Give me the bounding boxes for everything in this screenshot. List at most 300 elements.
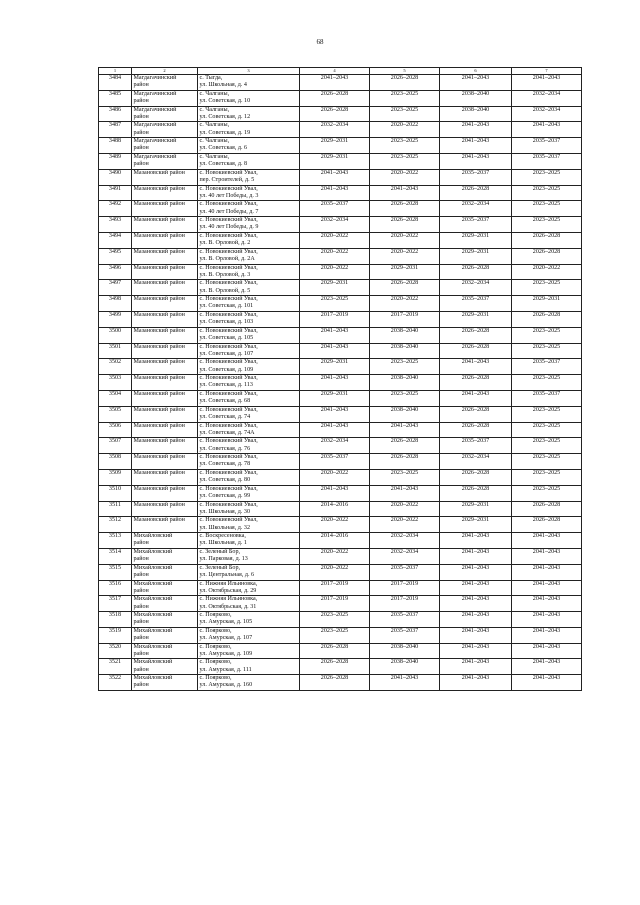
district-cell-line: район bbox=[133, 603, 149, 610]
district-cell bbox=[132, 138, 198, 154]
period-col7-line: 2041–2043 bbox=[532, 659, 561, 666]
address-cell bbox=[198, 580, 300, 596]
address-cell-line: с. Новокиевский Увал, bbox=[199, 359, 258, 366]
table-row bbox=[99, 485, 582, 501]
period-col5-line: 2023–2025 bbox=[390, 138, 419, 145]
period-col5 bbox=[370, 438, 440, 454]
table-row bbox=[99, 406, 582, 422]
address-cell-line: ул. Советская, д. 78 bbox=[199, 461, 251, 468]
period-col5 bbox=[370, 185, 440, 201]
row-number bbox=[99, 406, 132, 422]
address-cell bbox=[198, 248, 300, 264]
period-col4-line: 2041–2043 bbox=[320, 375, 349, 382]
page-number: 68 bbox=[316, 38, 324, 46]
period-col6 bbox=[440, 580, 512, 596]
period-col7-line: 2023–2025 bbox=[532, 485, 561, 492]
address-cell-line: ул. Советская, д. 107 bbox=[199, 350, 254, 357]
district-cell-line: Михайловский bbox=[133, 675, 173, 682]
period-col7 bbox=[512, 627, 582, 643]
period-col5 bbox=[370, 533, 440, 549]
row-number bbox=[99, 169, 132, 185]
row-number-line: 3515 bbox=[108, 564, 122, 571]
district-cell-line: Магдагачинский bbox=[133, 138, 177, 145]
district-cell bbox=[132, 185, 198, 201]
row-number bbox=[99, 90, 132, 106]
district-cell bbox=[132, 327, 198, 343]
district-cell bbox=[132, 296, 198, 312]
row-number-line: 3489 bbox=[108, 153, 122, 160]
period-col7 bbox=[512, 659, 582, 675]
district-cell-line: район bbox=[133, 145, 149, 152]
row-number-line: 3507 bbox=[108, 438, 122, 445]
address-cell-line: с. Новокиевский Увал, bbox=[199, 327, 258, 334]
row-number bbox=[99, 390, 132, 406]
period-col7-line: 2041–2043 bbox=[532, 612, 561, 619]
district-cell-line: Мазановский район bbox=[133, 454, 185, 461]
address-cell-line: с. Новокиевский Увал, bbox=[199, 311, 258, 318]
address-cell-line: ул. Советская, д. 80 bbox=[199, 477, 251, 484]
table-row bbox=[99, 612, 582, 628]
row-number-line: 3517 bbox=[108, 596, 122, 603]
row-number-line: 3509 bbox=[108, 469, 122, 476]
district-cell-line: Мазановский район bbox=[133, 438, 185, 445]
period-col5-line: 2023–2025 bbox=[390, 359, 419, 366]
district-cell-line: район bbox=[133, 540, 149, 547]
period-col6 bbox=[440, 217, 512, 233]
period-col4-line: 2041–2043 bbox=[320, 422, 349, 429]
district-cell-line: район bbox=[133, 619, 149, 626]
period-col4-line: 2026–2028 bbox=[320, 643, 349, 650]
period-col7 bbox=[512, 90, 582, 106]
address-cell-line: с. Новокиевский Увал, bbox=[199, 422, 258, 429]
period-col6 bbox=[440, 280, 512, 296]
district-cell-line: Мазановский район bbox=[133, 280, 185, 287]
period-col5 bbox=[370, 232, 440, 248]
period-col5 bbox=[370, 406, 440, 422]
period-col6-line: 2041–2043 bbox=[461, 627, 490, 634]
period-col6 bbox=[440, 533, 512, 549]
period-col4 bbox=[300, 169, 370, 185]
row-number-line: 3485 bbox=[108, 90, 122, 97]
address-cell bbox=[198, 90, 300, 106]
period-col5-line: 2023–2025 bbox=[390, 390, 419, 397]
address-cell-line: с. Нижняя Ильиновка, bbox=[199, 596, 258, 603]
address-cell bbox=[198, 675, 300, 691]
period-col5-line: 2038–2040 bbox=[390, 406, 419, 413]
address-cell-line: с. Новокиевский Увал, bbox=[199, 406, 258, 413]
table-row bbox=[99, 75, 582, 91]
table-row bbox=[99, 533, 582, 549]
period-col5 bbox=[370, 343, 440, 359]
period-col7 bbox=[512, 548, 582, 564]
address-cell-line: ул. Советская, д. 109 bbox=[199, 366, 254, 373]
address-cell-line: ул. Школьная, д. 4 bbox=[199, 82, 247, 89]
period-col4-line: 2017–2019 bbox=[320, 596, 349, 603]
district-cell bbox=[132, 153, 198, 169]
period-col7-line: 2041–2043 bbox=[532, 643, 561, 650]
table-row bbox=[99, 106, 582, 122]
period-col4 bbox=[300, 201, 370, 217]
row-number bbox=[99, 454, 132, 470]
period-col5 bbox=[370, 122, 440, 138]
period-col7 bbox=[512, 675, 582, 691]
period-col5-line: 2032–2034 bbox=[390, 533, 419, 540]
table-row bbox=[99, 580, 582, 596]
period-col7-line: 2041–2043 bbox=[532, 564, 561, 571]
address-cell-line: ул. Амурская, д. 107 bbox=[199, 635, 253, 642]
period-col7 bbox=[512, 122, 582, 138]
row-number-line: 3486 bbox=[108, 106, 122, 113]
period-col6-line: 2041–2043 bbox=[461, 580, 490, 587]
district-cell-line: Мазановский район bbox=[133, 248, 185, 255]
district-cell bbox=[132, 564, 198, 580]
row-number bbox=[99, 596, 132, 612]
district-cell-line: Магдагачинский bbox=[133, 106, 177, 113]
period-col5-line: 2023–2025 bbox=[390, 469, 419, 476]
period-col5 bbox=[370, 612, 440, 628]
period-col5 bbox=[370, 454, 440, 470]
address-cell-line: с. Новокиевский Увал, bbox=[199, 343, 258, 350]
row-number bbox=[99, 580, 132, 596]
district-cell-line: район bbox=[133, 129, 149, 136]
period-col7 bbox=[512, 375, 582, 391]
district-cell bbox=[132, 469, 198, 485]
address-cell-line: с. Чалганы, bbox=[199, 153, 230, 160]
period-col5 bbox=[370, 106, 440, 122]
table-row bbox=[99, 232, 582, 248]
period-col7 bbox=[512, 311, 582, 327]
district-cell-line: Мазановский район bbox=[133, 296, 185, 303]
table-row bbox=[99, 548, 582, 564]
period-col4 bbox=[300, 406, 370, 422]
district-cell bbox=[132, 438, 198, 454]
address-cell-line: с. Чалганы, bbox=[199, 106, 230, 113]
period-col4-line: 2032–2034 bbox=[320, 122, 349, 129]
period-col7 bbox=[512, 106, 582, 122]
period-col4-line: 2023–2025 bbox=[320, 296, 349, 303]
row-number bbox=[99, 548, 132, 564]
period-col4-line: 2020–2022 bbox=[320, 517, 349, 524]
period-col5-line: 2023–2025 bbox=[390, 106, 419, 113]
row-number-line: 3518 bbox=[108, 612, 122, 619]
row-number-line: 3484 bbox=[108, 75, 122, 81]
address-cell-line: пер. Строителей, д. 5 bbox=[199, 176, 255, 183]
period-col6-line: 2041–2043 bbox=[461, 659, 490, 666]
period-col7 bbox=[512, 296, 582, 312]
column-header: 3 bbox=[198, 68, 300, 75]
period-col4-line: 2029–2031 bbox=[320, 280, 349, 287]
table-row bbox=[99, 296, 582, 312]
row-number-line: 3500 bbox=[108, 327, 122, 334]
period-col4-line: 2020–2022 bbox=[320, 232, 349, 239]
period-col7 bbox=[512, 327, 582, 343]
row-number-line: 3519 bbox=[108, 627, 122, 634]
address-cell-line: с. Новокиевский Увал, bbox=[199, 438, 258, 445]
address-cell-line: ул. В. Орловой, д. 5 bbox=[199, 287, 251, 294]
district-cell bbox=[132, 264, 198, 280]
row-number bbox=[99, 311, 132, 327]
address-cell-line: ул. В. Орловой, д. 2А bbox=[199, 255, 255, 262]
period-col6 bbox=[440, 548, 512, 564]
period-col6 bbox=[440, 296, 512, 312]
period-col4 bbox=[300, 138, 370, 154]
table-row bbox=[99, 390, 582, 406]
period-col4 bbox=[300, 627, 370, 643]
row-number bbox=[99, 612, 132, 628]
period-col7 bbox=[512, 564, 582, 580]
address-cell-line: с. Новокиевский Увал, bbox=[199, 169, 258, 176]
row-number bbox=[99, 485, 132, 501]
period-col6-line: 2026–2028 bbox=[461, 406, 490, 413]
district-cell-line: Мазановский район bbox=[133, 232, 185, 239]
period-col6 bbox=[440, 501, 512, 517]
row-number bbox=[99, 185, 132, 201]
period-col5-line: 2035–2037 bbox=[390, 564, 419, 571]
row-number bbox=[99, 296, 132, 312]
district-cell bbox=[132, 548, 198, 564]
period-col7 bbox=[512, 248, 582, 264]
address-cell bbox=[198, 217, 300, 233]
district-cell-line: Мазановский район bbox=[133, 359, 185, 366]
period-col4 bbox=[300, 90, 370, 106]
period-col7-line: 2023–2025 bbox=[532, 327, 561, 334]
address-cell-line: ул. Советская, д. 76 bbox=[199, 445, 251, 452]
district-cell bbox=[132, 217, 198, 233]
address-cell bbox=[198, 138, 300, 154]
address-cell bbox=[198, 232, 300, 248]
period-col5 bbox=[370, 359, 440, 375]
row-number-line: 3488 bbox=[108, 138, 122, 145]
address-cell-line: ул. Советская, д. 19 bbox=[199, 129, 251, 136]
period-col7-line: 2041–2043 bbox=[532, 627, 561, 634]
table-row bbox=[99, 501, 582, 517]
period-col5-line: 2035–2037 bbox=[390, 627, 419, 634]
row-number-line: 3497 bbox=[108, 280, 122, 287]
address-cell bbox=[198, 406, 300, 422]
period-col5-line: 2020–2022 bbox=[390, 232, 419, 239]
period-col6-line: 2026–2028 bbox=[461, 185, 490, 192]
period-col6 bbox=[440, 75, 512, 91]
period-col6 bbox=[440, 122, 512, 138]
period-col7 bbox=[512, 422, 582, 438]
row-number-line: 3501 bbox=[108, 343, 122, 350]
address-cell-line: ул. Октябрьская, д. 31 bbox=[199, 603, 257, 610]
address-cell-line: с. Тыгда, bbox=[199, 75, 223, 81]
address-cell bbox=[198, 438, 300, 454]
district-cell-line: Мазановский район bbox=[133, 375, 185, 382]
district-cell-line: Мазановский район bbox=[133, 264, 185, 271]
period-col6 bbox=[440, 201, 512, 217]
district-cell bbox=[132, 517, 198, 533]
row-number bbox=[99, 201, 132, 217]
period-col7 bbox=[512, 75, 582, 91]
period-col4-line: 2029–2031 bbox=[320, 359, 349, 366]
address-cell bbox=[198, 596, 300, 612]
period-col4-line: 2023–2025 bbox=[320, 627, 349, 634]
period-col4 bbox=[300, 232, 370, 248]
district-cell-line: Мазановский район bbox=[133, 311, 185, 318]
period-col6 bbox=[440, 248, 512, 264]
address-cell-line: с. Новокиевский Увал, bbox=[199, 469, 258, 476]
period-col6 bbox=[440, 675, 512, 691]
period-col7 bbox=[512, 201, 582, 217]
table-row bbox=[99, 327, 582, 343]
table-row bbox=[99, 659, 582, 675]
district-cell bbox=[132, 659, 198, 675]
period-col7 bbox=[512, 469, 582, 485]
row-number bbox=[99, 675, 132, 691]
period-col5 bbox=[370, 390, 440, 406]
period-col5-line: 2020–2022 bbox=[390, 248, 419, 255]
address-cell-line: ул. Советская, д. 74 bbox=[199, 413, 251, 420]
period-col5-line: 2038–2040 bbox=[390, 327, 419, 334]
address-cell bbox=[198, 390, 300, 406]
period-col5-line: 2026–2028 bbox=[390, 201, 419, 208]
address-cell-line: ул. Советская, д. 6 bbox=[199, 145, 248, 152]
table-row bbox=[99, 169, 582, 185]
period-col4-line: 2041–2043 bbox=[320, 327, 349, 334]
table-row bbox=[99, 280, 582, 296]
period-col6-line: 2029–2031 bbox=[461, 232, 490, 239]
period-col7-line: 2032–2034 bbox=[532, 90, 561, 97]
address-cell-line: с. Новокиевский Увал, bbox=[199, 280, 258, 287]
district-cell-line: район bbox=[133, 161, 149, 168]
row-number-line: 3487 bbox=[108, 122, 122, 129]
period-col4-line: 2017–2019 bbox=[320, 311, 349, 318]
period-col5 bbox=[370, 627, 440, 643]
address-cell-line: с. Новокиевский Увал, bbox=[199, 201, 258, 208]
district-cell bbox=[132, 359, 198, 375]
period-col5 bbox=[370, 517, 440, 533]
address-cell-line: с. Новокиевский Увал, bbox=[199, 375, 258, 382]
row-number bbox=[99, 469, 132, 485]
period-col7 bbox=[512, 643, 582, 659]
period-col7 bbox=[512, 217, 582, 233]
address-cell-line: с. Новокиевский Увал, bbox=[199, 296, 258, 303]
period-col7-line: 2035–2037 bbox=[532, 153, 561, 160]
period-col4-line: 2041–2043 bbox=[320, 343, 349, 350]
address-cell bbox=[198, 311, 300, 327]
period-col4-line: 2032–2034 bbox=[320, 217, 349, 224]
period-col4 bbox=[300, 612, 370, 628]
period-col6-line: 2041–2043 bbox=[461, 138, 490, 145]
period-col4-line: 2026–2028 bbox=[320, 90, 349, 97]
period-col4 bbox=[300, 153, 370, 169]
address-cell bbox=[198, 343, 300, 359]
table-row bbox=[99, 359, 582, 375]
address-cell-line: ул. В. Орловой, д. 3 bbox=[199, 271, 251, 278]
district-cell-line: Михайловский bbox=[133, 627, 173, 634]
period-col6-line: 2035–2037 bbox=[461, 217, 490, 224]
period-col7 bbox=[512, 485, 582, 501]
period-col5 bbox=[370, 548, 440, 564]
period-col6-line: 2035–2037 bbox=[461, 438, 490, 445]
period-col4-line: 2026–2028 bbox=[320, 675, 349, 682]
period-col6-line: 2041–2043 bbox=[461, 643, 490, 650]
address-cell-line: с. Новокиевский Увал, bbox=[199, 501, 258, 508]
period-col4 bbox=[300, 248, 370, 264]
district-cell bbox=[132, 627, 198, 643]
period-col7-line: 2023–2025 bbox=[532, 217, 561, 224]
row-number-line: 3490 bbox=[108, 169, 122, 176]
address-cell-line: ул. Центральная, д. 6 bbox=[199, 571, 255, 578]
period-col6 bbox=[440, 469, 512, 485]
row-number-line: 3512 bbox=[108, 517, 122, 524]
period-col7-line: 2023–2025 bbox=[532, 406, 561, 413]
row-number bbox=[99, 422, 132, 438]
table-row bbox=[99, 248, 582, 264]
address-cell-line: ул. 40 лет Победы, д. 9 bbox=[199, 224, 259, 231]
period-col6 bbox=[440, 564, 512, 580]
period-col7 bbox=[512, 343, 582, 359]
period-col7 bbox=[512, 232, 582, 248]
period-col5 bbox=[370, 675, 440, 691]
period-col7-line: 2023–2025 bbox=[532, 201, 561, 208]
row-number-line: 3494 bbox=[108, 232, 122, 239]
period-col6-line: 2026–2028 bbox=[461, 343, 490, 350]
district-cell-line: Мазановский район bbox=[133, 169, 185, 176]
period-col5 bbox=[370, 280, 440, 296]
period-col4-line: 2014–2016 bbox=[320, 501, 349, 508]
period-col5 bbox=[370, 153, 440, 169]
address-cell bbox=[198, 122, 300, 138]
period-col5 bbox=[370, 596, 440, 612]
period-col7-line: 2023–2025 bbox=[532, 280, 561, 287]
period-col7-line: 2023–2025 bbox=[532, 185, 561, 192]
period-col6-line: 2041–2043 bbox=[461, 390, 490, 397]
address-cell-line: с. Зеленый Бор, bbox=[199, 548, 241, 555]
period-col5 bbox=[370, 169, 440, 185]
address-cell-line: с. Новокиевский Увал, bbox=[199, 517, 258, 524]
district-cell-line: район bbox=[133, 635, 149, 642]
table-row bbox=[99, 138, 582, 154]
period-col6 bbox=[440, 438, 512, 454]
row-number-line: 3491 bbox=[108, 185, 122, 192]
period-col4-line: 2020–2022 bbox=[320, 548, 349, 555]
district-cell-line: Михайловский bbox=[133, 548, 173, 555]
period-col5 bbox=[370, 264, 440, 280]
period-col4 bbox=[300, 501, 370, 517]
address-cell bbox=[198, 75, 300, 91]
district-cell-line: Михайловский bbox=[133, 580, 173, 587]
period-col7 bbox=[512, 390, 582, 406]
district-cell-line: Михайловский bbox=[133, 596, 173, 603]
period-col4-line: 2026–2028 bbox=[320, 106, 349, 113]
period-col5-line: 2038–2040 bbox=[390, 659, 419, 666]
address-cell bbox=[198, 359, 300, 375]
row-number bbox=[99, 106, 132, 122]
period-col7 bbox=[512, 501, 582, 517]
address-cell-line: ул. Школьная, д. 30 bbox=[199, 508, 251, 515]
district-cell bbox=[132, 612, 198, 628]
period-col4 bbox=[300, 564, 370, 580]
row-number-line: 3511 bbox=[109, 501, 121, 508]
period-col7 bbox=[512, 533, 582, 549]
row-number bbox=[99, 232, 132, 248]
period-col5 bbox=[370, 659, 440, 675]
address-cell-line: с. Новокиевский Увал, bbox=[199, 248, 258, 255]
column-header: 5 bbox=[370, 68, 440, 75]
row-number bbox=[99, 138, 132, 154]
period-col6 bbox=[440, 422, 512, 438]
period-col4-line: 2032–2034 bbox=[320, 438, 349, 445]
period-col6 bbox=[440, 138, 512, 154]
row-number-line: 3499 bbox=[108, 311, 122, 318]
period-col7-line: 2023–2025 bbox=[532, 469, 561, 476]
district-cell-line: Мазановский район bbox=[133, 485, 185, 492]
address-cell bbox=[198, 469, 300, 485]
row-number-line: 3508 bbox=[108, 454, 122, 461]
